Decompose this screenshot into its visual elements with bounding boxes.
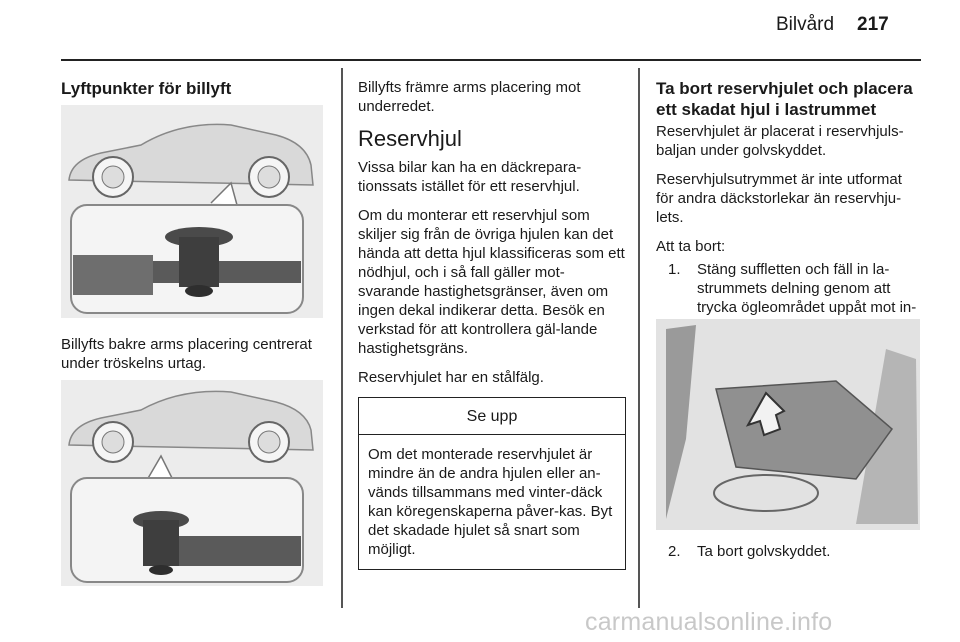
step-item (668, 542, 921, 561)
column-divider (638, 68, 640, 608)
spare-wheel-heading: Reservhjul (358, 126, 462, 151)
column-2 (358, 78, 626, 570)
front-lift-point-figure (61, 105, 323, 318)
page-number: 217 (857, 14, 889, 35)
paragraph: Att ta bort: (656, 238, 726, 255)
trunk-figure (656, 319, 920, 530)
column-3 (656, 78, 921, 344)
figure-caption: Billyfts bakre arms placering centrerat under tröskelns urtag. (61, 336, 312, 372)
caution-text: Om det monterade reservhjulet är mindre än de andra hjulen eller an-vänds tillsammans med vinter-däck kan köregenskaperna påver-kas. Byt det skadade hjulet så snart som möjligt. (368, 446, 613, 558)
paragraph: Reservhjulet har en stålfälg. (358, 369, 544, 386)
caution-box (358, 397, 626, 570)
front-arm-caption: Billyfts främre arms placering mot underredet. (358, 79, 581, 115)
car-lift-illustration (61, 105, 323, 318)
remove-spare-heading: Ta bort reservhjulet och placera ett skadat hjul i lastrummet (656, 79, 913, 119)
trunk-floor-illustration (656, 319, 920, 530)
watermark: carmanualsonline.info (585, 608, 833, 636)
header-rule (61, 59, 921, 61)
column-3-continued (656, 542, 921, 569)
paragraph: Reservhjulet är placerat i reservhjuls-baljan under golvskyddet. (656, 123, 904, 159)
column-divider (341, 68, 343, 608)
rear-lift-point-figure (61, 380, 323, 586)
step-text: Stäng suffletten och fäll in la-strummets delning genom att trycka ögleområdet uppåt mot in- (697, 261, 917, 316)
column-1 (61, 78, 326, 107)
paragraph: Om du monterar ett reservhjul som skiljer sig från de övriga hjulen kan det hända att detta hjul klassificeras som ett nödhjul, och i så fall gäller mot-svarande hastighetsgränser, även om ingen dekal indikerar detta. Besök en verkstad för att kontrollera gäl-lande hastighetsgräns. (358, 207, 625, 357)
lift-points-heading: Lyftpunkter för billyft (61, 79, 232, 98)
caution-title: Se upp (359, 398, 625, 435)
section-title: Bilvård (776, 14, 835, 35)
car-lift-illustration (61, 380, 323, 586)
step-text: Ta bort golvskyddet. (697, 543, 831, 560)
step-number: 2. (668, 543, 681, 560)
steps-list (656, 542, 921, 561)
paragraph: Vissa bilar kan ha en däckrepara-tionssats istället för ett reservhjul. (358, 159, 582, 195)
paragraph: Reservhjulsutrymmet är inte utformat för andra däckstorlekar än reservhju-lets. (656, 171, 902, 226)
step-number: 1. (668, 261, 681, 278)
